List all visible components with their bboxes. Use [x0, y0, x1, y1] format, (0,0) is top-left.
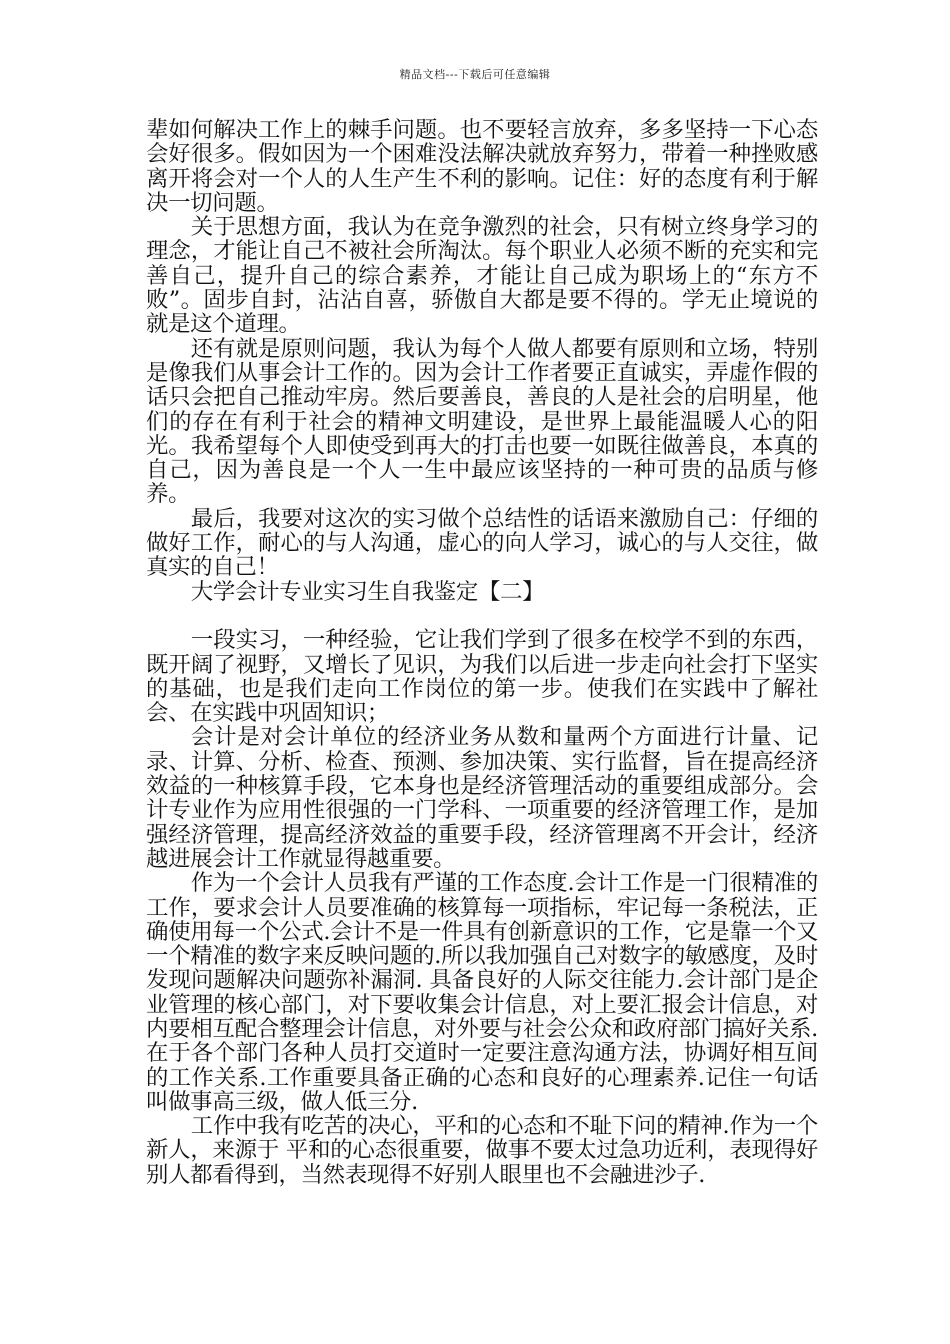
document-body — [146, 118, 818, 1187]
paragraph: 会计是对会计单位的经济业务从数和量两个方面进行计量、记录、计算、分析、检查、预测、参加决策、实行监督，旨在提高经济效益的一种核算手段，它本身也是经济管理活动的重要组成部分。会计专业作为应用性很强的一门学科、一项重要的经济管理工作，是加强经济管理，提高经济效益的重要手段，经济管理离不开会计，经济越进展会计工作就显得越重要。 — [146, 724, 818, 872]
paragraph: 关于思想方面，我认为在竞争激烈的社会，只有树立终身学习的理念，才能让自己不被社会所淘汰。每个职业人必须不断的充实和完善自己，提升自己的综合素养，才能让自己成为职场上的“东方不败”。固步自封，沾沾自喜，骄傲自大都是要不得的。学无止境说的就是这个道理。 — [146, 214, 818, 338]
blank-line — [146, 604, 818, 628]
paragraph: 最后，我要对这次的实习做个总结性的话语来激励自己：仔细的做好工作，耐心的与人沟通，虚心的向人学习，诚心的与人交往，做真实的自己！ — [146, 505, 818, 581]
section-heading: 大学会计专业实习生自我鉴定【二】 — [190, 578, 545, 605]
paragraph: 一段实习，一种经验，它让我们学到了很多在校学不到的东西，既开阔了视野，又增长了见识，为我们以后进一步走向社会打下坚实的基础，也是我们走向工作岗位的第一步。使我们在实践中了解社会、在实践中巩固知识； — [146, 627, 818, 727]
paragraph: 工作中我有吃苦的决心，平和的心态和不耻下问的精神.作为一个新人，来源于 平和的心态很重要，做事不要太过急功近利，表现得好别人都看得到，当然表现得不好别人眼里也不会融进沙子. — [146, 1113, 818, 1188]
paragraph: 作为一个会计人员我有严谨的工作态度.会计工作是一门很精准的工作，要求会计人员要准确的核算每一项指标，牢记每一条税法，正确使用每一个公式.会计不是一件具有创新意识的工作，它是靠一个又一个精准的数字来反映问题的.所以我加强自己对数字的敏感度，及时发现问题解决问题弥补漏洞. 具备良好的人际交往能力.会计部门是企业管理的核心部门，对下要收集会计信息，对上要汇报会计信息，对内要相互配合整理会计信息，对外要与社会公众和政府部门搞好关系.在于各个部门各种人员打交道时一定要注意沟通方法，协调好相互间的工作关系.工作重要具备正确的心态和良好的心理素养.记住一句话叫做事高三级，做人低三分. — [146, 870, 818, 1115]
page-header: 精品文档---下载后可任意编辑 — [399, 68, 551, 81]
paragraph: 还有就是原则问题，我认为每个人做人都要有原则和立场，特别是像我们从事会计工作的。因为会计工作者要正直诚实，弄虚作假的话只会把自己推动牢房。然后要善良，善良的人是社会的启明星，他们的存在有利于社会的精神文明建设，是世界上最能温暖人心的阳光。我希望每个人即使受到再大的打击也要一如既往做善良，本真的自己，因为善良是一个人一生中最应该坚持的一种可贵的品质与修养。 — [146, 335, 818, 508]
paragraph: 辈如何解决工作上的棘手问题。也不要轻言放弃，多多坚持一下心态会好很多。假如因为一个困难没法解决就放弃努力，带着一种挫败感离开将会对一个人的人生产生不利的影响。记住：好的态度有利于解决一切问题。 — [146, 117, 818, 216]
